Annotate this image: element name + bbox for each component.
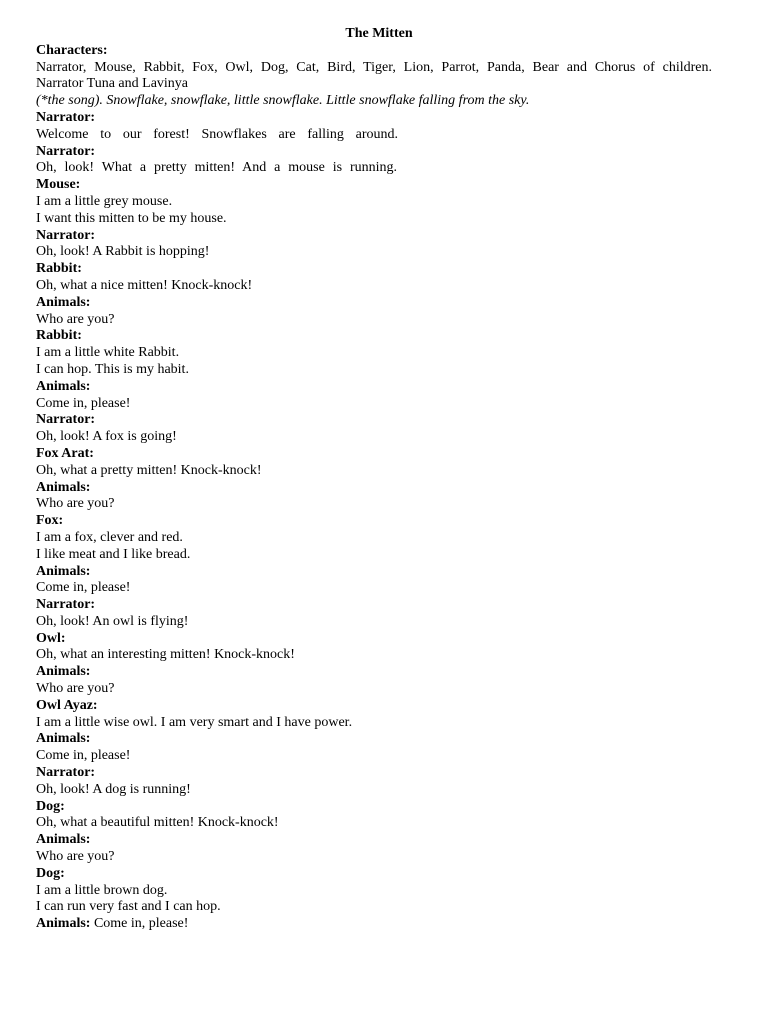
speaker-label: Mouse: [36,177,81,193]
dialogue-line: Oh, look! A dog is running! [36,781,191,797]
dialogue-line: I am a little brown dog. [36,882,168,898]
dialogue-line: Welcome to our forest! Snowflakes are falling around. [36,126,398,142]
speaker-label: Animals: [36,832,91,848]
speaker-label: Animals: [36,664,91,680]
speaker-label: Animals: [36,731,91,747]
speaker-label: Animals: [36,916,91,932]
dialogue-line: I can run very fast and I can hop. [36,899,221,915]
dialogue-line: Come in, please! [36,580,131,596]
narrator-names: Narrator Tuna and Lavinya [36,76,189,92]
dialogue-line: Who are you? [36,849,115,865]
dialogue-line: Come in, please! [36,395,131,411]
speaker-label: Narrator: [36,597,96,613]
dialogue-line: Oh, look! A Rabbit is hopping! [36,244,210,260]
dialogue-line: Come in, please! [36,748,131,764]
speaker-label: Narrator: [36,227,96,243]
dialogue-line: I can hop. This is my habit. [36,361,189,377]
speaker-label: Dog: [36,798,65,814]
dialogue-line: I like meat and I like bread. [36,546,191,562]
dialogue-line: Who are you? [36,311,115,327]
dialogue-line: I am a fox, clever and red. [36,529,183,545]
speaker-label: Narrator: [36,412,96,428]
speaker-label: Owl Ayaz: [36,697,98,713]
speaker-label: Rabbit: [36,261,82,277]
speaker-label: Narrator: [36,143,96,159]
dialogue-line: Oh, look! An owl is flying! [36,613,189,629]
speaker-label: Animals: [36,479,91,495]
dialogue-line: I am a little white Rabbit. [36,345,180,361]
dialogue-line: Oh, look! What a pretty mitten! And a mouse is running. [36,160,397,176]
speaker-label: Animals: [36,294,91,310]
song-line: (*the song). Snowflake, snowflake, little snowflake. Little snowflake falling from the sky. [36,93,530,109]
dialogue-line: Oh, what a nice mitten! Knock-knock! [36,277,253,293]
speaker-label: Fox: [36,513,64,529]
speaker-label: Animals: [36,563,91,579]
dialogue-line: Oh, what a beautiful mitten! Knock-knock! [36,815,279,831]
speaker-label: Fox Arat: [36,445,94,461]
speaker-label: Narrator: [36,109,96,125]
speaker-label: Rabbit: [36,328,82,344]
dialogue-text: Come in, please! [90,916,189,932]
dialogue-line: Oh, what a pretty mitten! Knock-knock! [36,462,262,478]
dialogue-line: Oh, what an interesting mitten! Knock-knock! [36,647,295,663]
dialogue-line: I am a little wise owl. I am very smart and I have power. [36,714,353,730]
speaker-label: Owl: [36,630,66,646]
dialogue-line: I want this mitten to be my house. [36,210,227,226]
characters-list: Narrator, Mouse, Rabbit, Fox, Owl, Dog, Cat, Bird, Tiger, Lion, Parrot, Panda, Bear and Chorus of children. [36,59,712,75]
dialogue-line: I am a little grey mouse. [36,193,173,209]
page-title: The Mitten [345,26,413,41]
final-dialogue-line [36,916,736,933]
speaker-label: Dog: [36,865,65,881]
characters-heading: Characters: [36,42,108,58]
dialogue-line: Who are you? [36,496,115,512]
speaker-label: Animals: [36,378,91,394]
dialogue-line: Oh, look! A fox is going! [36,429,177,445]
script-body [36,26,736,933]
speaker-label: Narrator: [36,765,96,781]
dialogue-line: Who are you? [36,681,115,697]
